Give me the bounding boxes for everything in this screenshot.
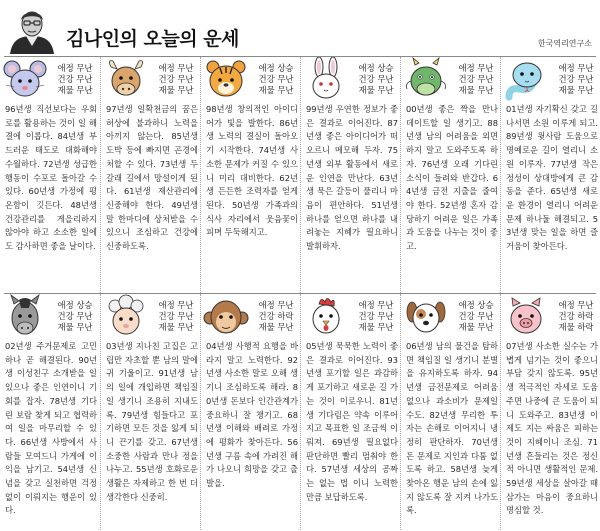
snake-icon	[503, 57, 549, 101]
zodiac-horse	[0, 294, 100, 530]
zodiac-monkey	[200, 294, 301, 530]
fortune-text: 03년생 지나친 고집은 고립만 자초할 뿐 남의 말에 귀 기울이고. 91년생 남의 일에 개입하면 책임질 일 생기니 조용히 지내도록. 79년생 힘들다고 포기하면 모든 것을 잃게 되니 끈기를 갖고. 67년생 소중한 사람과 만나 정을 나누고. 55년생 호화로운 생활은 자제하고 한 번 더 생각한다 신중히.	[106, 341, 198, 502]
wealth-fortune: 재물 무난	[158, 84, 194, 95]
health-fortune: 건강 하락	[258, 310, 294, 321]
fortune-text: 99년생 우연한 정보가 좋은 결과로 이어진다. 87년생 좋은 아이디어가 떠오르니 메모해 두자. 75년생 외부 활동에서 새로운 인연을 만난다. 63년생 묵은 갈등이 풀리니 마음이 편안하다. 51년생 하나를 얻으면 하나를 내려놓는 지혜가 필요하니 발휘하자.	[306, 104, 398, 252]
rooster-icon	[303, 294, 349, 338]
fortune-text: 04년생 사행적 요행을 바라지 말고 노력한다. 92년생 사소한 말로 오해 생기니 조심하도록 해라. 80년생 돈보다 인간관계가 중요하니 잘 챙기고. 68년생 이해와 배려로 가정에 평화가 찾아든다. 56년생 구름 속에 가려진 해가 나오니 희망을 갖고 출발을.	[206, 341, 298, 489]
wealth-fortune: 재물 무난	[158, 321, 194, 332]
horse-icon	[2, 294, 48, 338]
health-fortune: 건강 무난	[358, 73, 394, 84]
wealth-fortune: 재물 무난	[57, 321, 93, 332]
fortune-text: 98년생 창의적인 아이디어가 빛을 발한다. 86년생 노력의 결실이 돌아오기 시작한다. 74년생 사소한 문제가 커질 수 있으니 미리 대비한다. 62년생 든든한 조력자를 얻게 된다. 50년생 가족과의 식사 자리에서 웃음꽃이 피며 두둑해지고.	[206, 104, 298, 238]
love-fortune: 애정 무난	[458, 63, 494, 73]
health-fortune: 건강 무난	[158, 310, 194, 321]
wealth-fortune: 재물 무난	[458, 84, 494, 95]
fortune-text: 00년생 좋은 짝을 만나 데이트할 일 생기고. 88년생 남의 어려움을 외면하지 말고 도와주도록 하자. 76년생 오래 기다린 소식이 들려와 반갑다. 64년생 금전 지출을 줄여야 한다. 52년생 혼자 감당하기 어려운 일은 가족과 도움을 나누는 것이 좋고.	[406, 104, 498, 252]
fortune-text: 01년생 자기확신 갖고 길 나서면 소원 이루게 되고. 89년생 윗사람 도움으로 명예로운 길이 열리니 소원 이루자. 77년생 작은 정성이 상대방에게 큰 감동을 준다. 65년생 새로운 환경이 열리니 어려운 문제 하나둘 해결되고. 53년생 맞는 일을 하면 즐거움이 찾아든다.	[506, 104, 598, 252]
zodiac-pig	[500, 294, 600, 530]
sheep-icon	[103, 294, 149, 338]
zodiac-sheep	[100, 294, 201, 530]
fortune-text: 05년생 묵묵한 노력이 좋은 결과로 이어진다. 93년생 포기할 일은 과감하게 포기하고 새로운 길 가는 것이 이로우니. 81년생 기다림은 약속 이루어지고 목표한 일 조금씩 이뤄져. 69년생 필요없다 판단하면 빨리 멈춰야 한다. 57년생 세상의 공짜는 없는 법 이니 노력한 만큼 보답하도록.	[306, 341, 398, 502]
zodiac-rooster	[300, 294, 401, 530]
zodiac-snake	[500, 57, 600, 293]
wealth-fortune: 재물 무난	[358, 84, 394, 95]
zodiac-dragon	[400, 57, 501, 293]
health-fortune: 건강 무난	[57, 73, 93, 84]
health-fortune: 건강 하락	[558, 310, 594, 321]
author-portrait-icon	[6, 4, 58, 54]
love-fortune: 애정 무난	[358, 300, 394, 310]
wealth-fortune: 재물 하락	[558, 321, 594, 332]
source-label: 한국역리연구소	[537, 39, 592, 48]
page-header	[0, 0, 600, 56]
wealth-fortune: 재물 무난	[558, 84, 594, 95]
fortune-text: 07년생 사소한 실수는 가볍게 넘기는 것이 좋으니 부담 갖지 않도록. 95년생 적극적인 자세로 도움 주면 나중에 큰 도움이 되니 도와주고. 83년생 이제도 지는 싸움은 피하는 것이 지혜이니 조심. 71년생 흔들리는 것은 정신적 아니면 생활적인 문제. 59년생 세상을 살아갈 때 삼가는 마음이 중요하니 명심할 것.	[506, 341, 598, 516]
fortune-text: 06년생 남의 물건을 탐하면 책임질 일 생기니 분별을 유지하도록 하자. 94년생 금전문제로 어려움 없으나 과소비가 문제일 수도. 82년생 무리한 투자는 손해로 이어지니 냉정히 판단하자. 70년생 돈 문제로 지인과 다툼 없도록 하고. 58년생 늦게 찾아온 행운 남의 손에 잃지 않도록 잘 지켜 나가도록.	[406, 341, 498, 516]
health-fortune: 건강 무난	[458, 310, 494, 321]
love-fortune: 애정 무난	[258, 300, 294, 310]
rabbit-icon	[303, 57, 349, 101]
ox-icon	[103, 57, 149, 101]
love-fortune: 애정 무난	[558, 300, 594, 310]
love-fortune: 애정 상승	[258, 63, 294, 73]
dragon-icon	[403, 57, 449, 101]
zodiac-rabbit	[300, 57, 401, 293]
fortune-text: 97년생 일확천금의 꿈은 허상에 불과하니 노력을 아끼지 않는다. 85년생 도박 등에 빠지면 곤경에 처할 수 있다. 73년생 두 갈래 길에서 망설이게 된다. 61년생 재산관리에 신중해야 한다. 49년생 말 한마디에 상처받을 수 있으니 조심하고 건강에 신중하도록.	[106, 104, 198, 252]
love-fortune: 애정 상승	[358, 63, 394, 73]
health-fortune: 건강 무난	[358, 310, 394, 321]
wealth-fortune: 재물 무난	[358, 321, 394, 332]
page-title: 김나인의 오늘의 운세	[66, 28, 239, 50]
love-fortune: 애정 무난	[558, 63, 594, 73]
health-fortune: 건강 무난	[458, 73, 494, 84]
pig-icon	[503, 294, 549, 338]
zodiac-dog	[400, 294, 501, 530]
fortune-text: 02년생 주거문제로 고민하나 곧 해결된다. 90년생 이성친구 소개받을 일 있으나 좋은 인연이니 기회를 잡자. 78년생 기다린 보람 찾게 되고 협력하여 일을 마무리할 수 있다. 66년생 사방에서 사람들 모여드니 가게에 이익을 남기고. 54년생 신념을 갖고 실천하면 걱정 없이 이뤄지는 행운이 있다.	[5, 341, 97, 516]
dog-icon	[403, 294, 449, 338]
wealth-fortune: 재물 무난	[258, 321, 294, 332]
health-fortune: 건강 무난	[158, 73, 194, 84]
health-fortune: 건강 무난	[57, 310, 93, 321]
health-fortune: 건강 무난	[258, 73, 294, 84]
zodiac-ox	[100, 57, 201, 293]
wealth-fortune: 재물 무난	[258, 84, 294, 95]
love-fortune: 애정 상승	[458, 300, 494, 310]
health-fortune: 건강 무난	[558, 73, 594, 84]
love-fortune: 애정 무난	[158, 63, 194, 73]
rat-icon	[2, 57, 48, 101]
wealth-fortune: 재물 무난	[57, 84, 93, 95]
love-fortune: 애정 상승	[57, 300, 93, 310]
love-fortune: 애정 무난	[57, 63, 93, 73]
fortune-text: 96년생 직선보다는 우회로를 활용하는 것이 일 해결에 이롭다. 84년생 부드러운 태도로 대화해야 수월하다. 72년생 성급한 행동이 수포로 돌아갈 수 있다. 60년생 가정에 평온함이 깃든다. 48년생 건강관리를 게을리하지 않아야 하고 소소한 일에도 감사하면 좋을 날이다.	[5, 104, 97, 252]
tiger-icon	[203, 57, 249, 101]
love-fortune: 애정 무난	[158, 300, 194, 310]
monkey-icon	[203, 294, 249, 338]
zodiac-tiger	[200, 57, 301, 293]
wealth-fortune: 재물 무난	[458, 321, 494, 332]
zodiac-rat	[0, 57, 100, 293]
